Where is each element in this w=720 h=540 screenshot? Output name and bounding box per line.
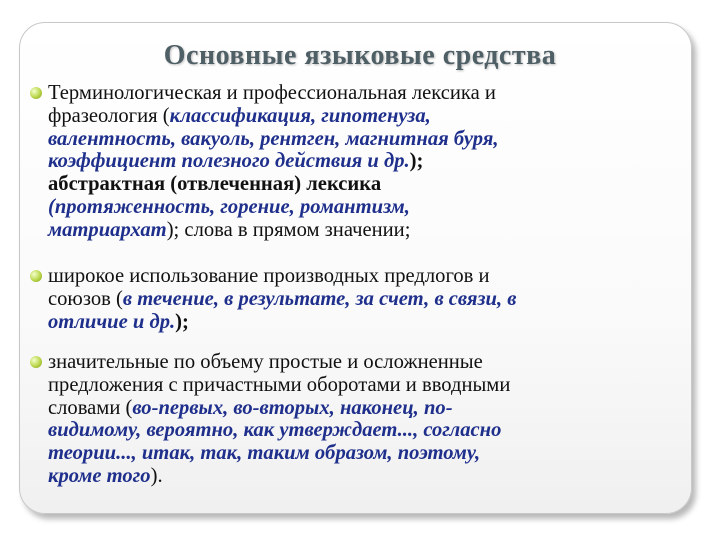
item-text: ); xyxy=(175,310,189,333)
item-line xyxy=(48,288,698,311)
example-words: коэффициент полезного действия и др. xyxy=(48,150,410,173)
example-words: кроме того xyxy=(48,464,151,487)
item-text: ); xyxy=(409,150,424,173)
example-words: в течение, в результате, за счет, в связи, в xyxy=(122,287,517,310)
example-words: теории..., итак, так, таким образом, поэтому, xyxy=(48,442,481,465)
example-words: отличие и др. xyxy=(48,310,176,333)
item-text: ). xyxy=(150,464,163,487)
item-line xyxy=(48,397,698,420)
list-item-prepositions xyxy=(48,265,698,333)
slide-title: Основные языковые средства xyxy=(163,40,557,71)
item-line xyxy=(48,465,698,488)
item-text: словами ( xyxy=(48,396,133,419)
item-line: предложения с причастными оборотами и вводными xyxy=(48,373,511,396)
item-text: ); слова в прямом значении; xyxy=(166,218,411,241)
list-item-sentences xyxy=(48,351,698,488)
item-line xyxy=(48,150,698,173)
example-words: валентность, вакуоль, рентген, магнитная буря, xyxy=(48,127,499,150)
example-words: (протяженность, горение, романтизм, xyxy=(48,195,410,218)
bullet-icon xyxy=(30,356,42,368)
item-text: фразеология ( xyxy=(48,104,170,127)
bullet-icon xyxy=(30,87,42,99)
item-line: широкое использование производных предлогов и xyxy=(48,265,490,287)
bullet-icon xyxy=(30,270,42,282)
item-text: союзов ( xyxy=(48,287,123,310)
example-words: классификация, гипотенуза, xyxy=(169,104,431,127)
item-line xyxy=(48,219,698,242)
item-line: значительные по объему простые и осложненные xyxy=(48,351,483,373)
example-words: видимому, вероятно, как утверждает..., согласно xyxy=(48,419,502,442)
item-text-bold: абстрактная (отвлеченная) лексика xyxy=(48,173,382,196)
item-line xyxy=(48,311,698,334)
list-item-terminology xyxy=(48,82,698,242)
example-words: матриархат xyxy=(48,218,167,241)
item-line xyxy=(48,105,698,128)
example-words: во-первых, во-вторых, наконец, по- xyxy=(132,396,453,419)
item-line: Терминологическая и профессиональная лексика и xyxy=(48,82,496,104)
